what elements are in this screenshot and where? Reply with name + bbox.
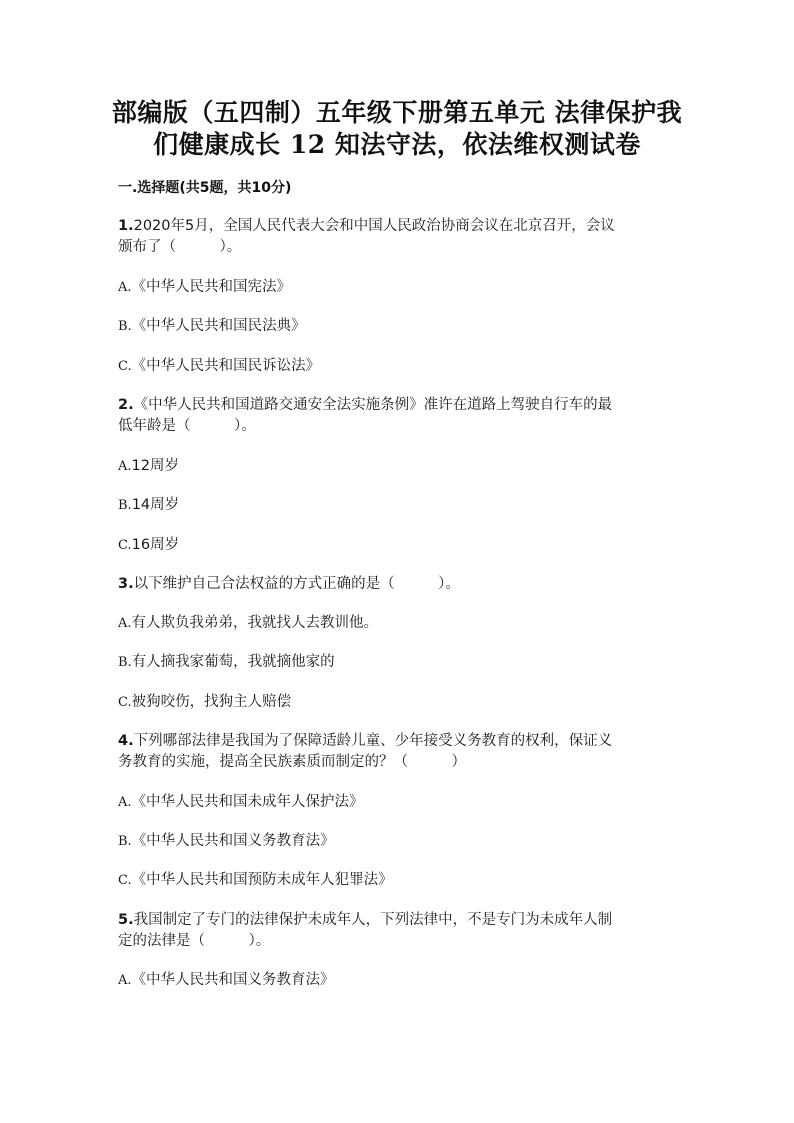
option-4a [118,792,678,813]
question-3 [118,574,678,595]
option-text: 《中华人民共和国宪法》 [131,279,292,295]
question-text-line-2: 定的法律是（ ）。 [118,933,271,949]
option-2c [118,535,678,556]
option-2b [118,495,678,516]
question-number: 4. [118,733,134,749]
option-2a [118,456,678,477]
option-letter: B. [118,319,132,334]
option-3a [118,613,678,634]
question-4 [118,731,678,773]
option-letter: B. [118,498,132,513]
option-text: 《中华人民共和国预防未成年人犯罪法》 [131,872,393,888]
question-1 [118,216,678,258]
option-text: 16周岁 [131,537,180,553]
question-number: 2. [118,397,134,413]
question-text-line-1: 《中华人民共和国道路交通安全法实施条例》准许在道路上驾驶自行车的最 [133,397,613,413]
option-3c [118,692,678,713]
option-text: 《中华人民共和国民法典》 [131,318,306,334]
option-letter: A. [118,616,132,631]
option-5a [118,970,678,991]
option-letter: C. [118,359,132,374]
option-letter: A. [118,973,132,988]
question-2 [118,395,678,437]
option-text: 《中华人民共和国义务教育法》 [131,972,335,988]
option-letter: B. [118,834,132,849]
option-text: 有人摘我家葡萄，我就摘他家的 [131,654,335,670]
option-text: 《中华人民共和国未成年人保护法》 [131,794,364,810]
option-text: 被狗咬伤，找狗主人赔偿 [131,694,292,710]
document-title-line-1: 部编版（五四制）五年级下册第五单元 法律保护我 [111,98,683,127]
option-3b [118,652,678,673]
question-text-line-1: 以下维护自己合法权益的方式正确的是（ ）。 [133,576,460,592]
option-letter: B. [118,655,132,670]
option-4c [118,870,678,891]
section-header: 一.选择题(共5题，共10分) [118,180,292,196]
option-1b [118,316,678,337]
option-text: 12周岁 [131,458,179,474]
question-number: 3. [118,576,134,592]
document-title-line-2: 们健康成长 12 知法守法，依法维权测试卷 [153,130,641,159]
question-text-line-2: 低年龄是（ ）。 [118,418,256,434]
question-text-line-1: 我国制定了专门的法律保护未成年人，下列法律中，不是专门为未成年人制 [133,912,613,928]
option-letter: A. [118,280,132,295]
option-text: 有人欺负我弟弟，我就找人去教训他。 [131,615,379,631]
question-number: 1. [118,218,134,234]
option-letter: A. [118,459,132,474]
option-1c [118,356,678,377]
question-text-line-2: 务教育的实施，提高全民族素质而制定的？（ ） [118,754,466,770]
option-text: 《中华人民共和国民诉讼法》 [131,358,321,374]
option-letter: C. [118,538,132,553]
question-5 [118,910,678,952]
option-letter: C. [118,873,132,888]
option-text: 《中华人民共和国义务教育法》 [131,833,335,849]
question-text-line-1: 下列哪部法律是我国为了保障适龄儿童、少年接受义务教育的权利，保证义 [133,733,613,749]
question-text-line-2: 颁布了（ ）。 [118,239,242,255]
option-letter: A. [118,795,132,810]
question-text-line-1: 2020年5月，全国人民代表大会和中国人民政治协商会议在北京召开，会议 [133,218,615,234]
option-text: 14周岁 [131,497,180,513]
option-1a [118,277,678,298]
option-letter: C. [118,695,132,710]
option-4b [118,831,678,852]
question-number: 5. [118,912,134,928]
